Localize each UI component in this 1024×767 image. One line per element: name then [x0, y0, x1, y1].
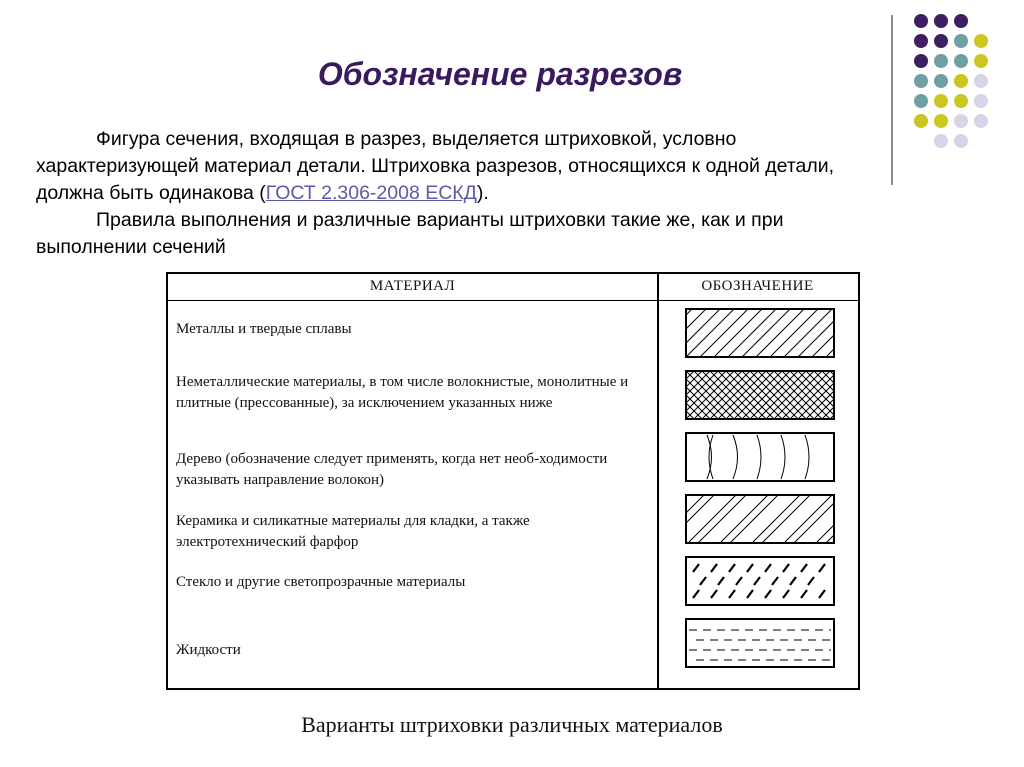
table-header — [168, 274, 858, 301]
table-row-material: Керамика и силикатные материалы для кладки, а также электротехнический фарфор — [176, 513, 530, 550]
wood-hatch-icon — [685, 432, 835, 482]
decorative-dot — [974, 94, 988, 108]
header-designation: ОБОЗНАЧЕНИЕ — [701, 278, 814, 294]
decorative-dot — [934, 94, 948, 108]
decorative-dot — [954, 134, 968, 148]
ceramic-hatch-icon — [685, 494, 835, 544]
figure-caption: Варианты штриховки различных материалов — [301, 712, 723, 737]
table-row-material: Стекло и другие светопрозрачные материалы — [176, 574, 466, 590]
decorative-dot — [914, 114, 928, 128]
metal-hatch-icon — [685, 308, 835, 358]
paragraph-2: Правила выполнения и различные варианты штриховки такие же, как и при выполнении сечений — [36, 209, 784, 258]
decorative-dot — [954, 14, 968, 28]
table-row-material: Неметаллические материалы, в том числе волокнистые, монолитные и плитные (прессованные), за исключением указанных ниже — [176, 374, 629, 411]
decorative-dot — [974, 114, 988, 128]
decorative-dot — [914, 94, 928, 108]
header-material: МАТЕРИАЛ — [369, 278, 456, 294]
decorative-dot — [934, 134, 948, 148]
hatching-table — [166, 272, 860, 690]
decorative-dot — [954, 114, 968, 128]
paragraph-1-text: Фигура сечения, входящая в разрез, выделяется штриховкой, условно характеризующей материал детали. Штриховка разрезов, относящихся к одной детали, должна быть одинакова ( — [36, 128, 835, 204]
table-row-material: Металлы и твердые сплавы — [176, 321, 352, 337]
body-text — [36, 126, 896, 261]
column-separator — [657, 274, 659, 688]
paragraph-1-end: ). — [476, 182, 489, 204]
table-row-material: Дерево (обозначение следует применять, когда нет необ-ходимости указывать направление волокон) — [176, 451, 608, 488]
decorative-dot — [954, 34, 968, 48]
decorative-dot — [934, 14, 948, 28]
gost-link[interactable]: ГОСТ 2.306-2008 ЕСКД — [265, 182, 477, 204]
glass-hatch-icon — [685, 556, 835, 606]
decorative-dot — [974, 34, 988, 48]
decorative-dot — [954, 94, 968, 108]
page-title: Обозначение разрезов — [317, 56, 683, 92]
nonmetal-crosshatch-icon — [685, 370, 835, 420]
paragraph-1 — [36, 126, 896, 207]
decorative-dot — [914, 14, 928, 28]
decorative-dot — [914, 34, 928, 48]
decorative-dot — [934, 34, 948, 48]
decorative-dot — [934, 114, 948, 128]
table-row-material: Жидкости — [176, 642, 241, 658]
liquid-hatch-icon — [685, 618, 835, 668]
